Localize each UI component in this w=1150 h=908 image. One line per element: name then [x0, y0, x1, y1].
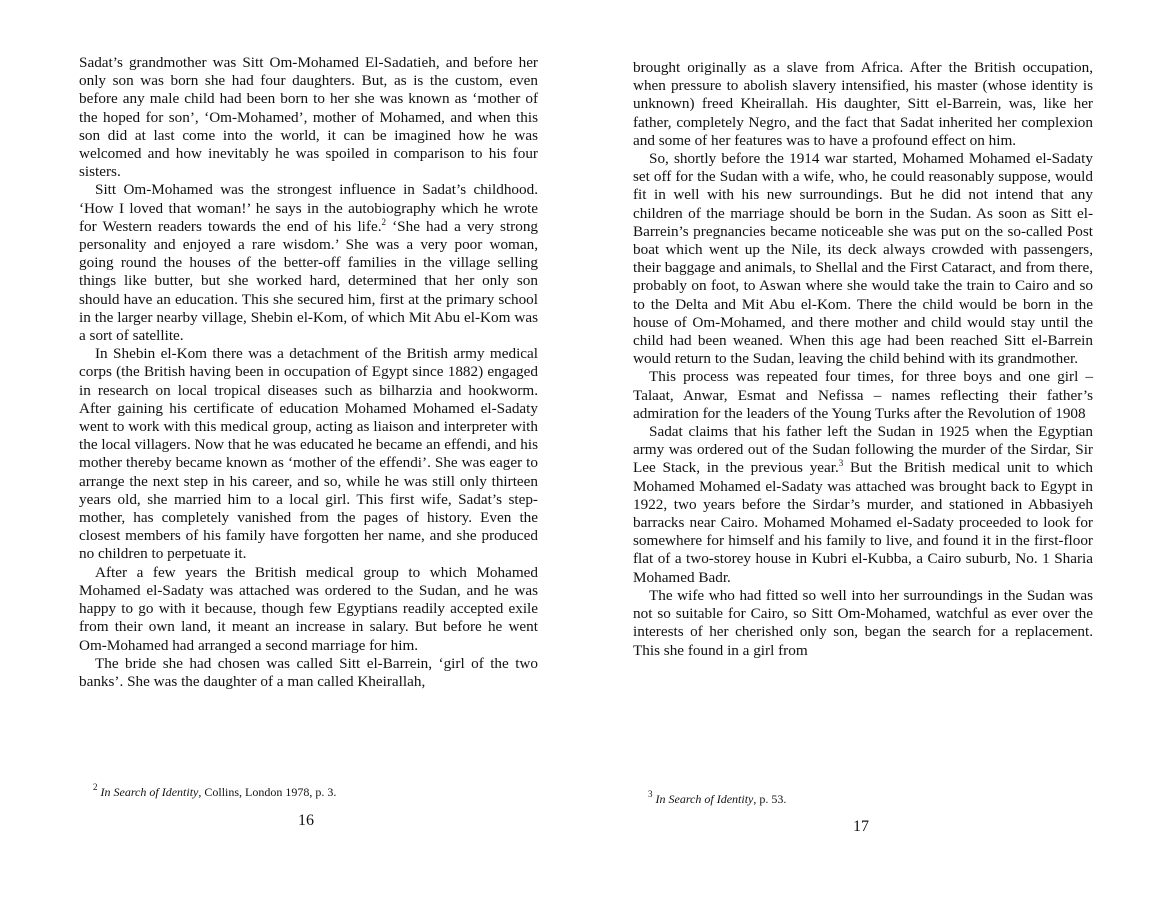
right-page-body: [633, 59, 1093, 660]
paragraph: brought originally as a slave from Africa. After the British occupation, when pressure to abolish slavery intensified, his master (whose identity is unknown) freed Kheirallah. His daughter, Sitt el-Barrein, was, like her father, completely Negro, and the fact that Sadat inherited her complexion and some of her features was to have a profound effect on him.: [633, 59, 1093, 149]
footnote: [648, 789, 787, 806]
page-number: 16: [298, 812, 314, 829]
paragraph: The bride she had chosen was called Sitt el-Barrein, ‘girl of the two banks’. She was the daughter of a man called Kheirallah,: [79, 654, 538, 690]
paragraph: [633, 423, 1093, 587]
left-page-body: [79, 54, 538, 691]
paragraph-text: Sitt Om-Mohamed was the strongest influence in Sadat’s childhood. ‘How I loved that woman!’ he says in the autobiography which he wrote for Western readers towards the end of his life.: [79, 181, 538, 235]
footnote-marker: 3: [838, 458, 844, 469]
paragraph-text: ‘She had a very strong personality and enjoyed a rare wisdom.’ She was a very poor woman, going round the houses of the better-off families in the village selling things like butter, but she worked hard, determined that her only son should have an education. This she secured him, first at the primary school in the larger nearby village, Shebin el-Kom, of which Mit Abu el-Kom was a sort of satellite.: [79, 217, 539, 345]
footnote-title: In Search of Identity: [655, 792, 754, 806]
paragraph-text: Sadat claims that his father left the Sudan in 1925 when the Egyptian army was ordered out of the Sudan following the murder of the Sirdar, Sir Lee Stack, in the previous year.: [633, 423, 1093, 477]
footnote-number: 2: [93, 782, 98, 792]
footnote-text: , Collins, London 1978, p. 3.: [198, 785, 337, 799]
paragraph: So, shortly before the 1914 war started, Mohamed Mohamed el-Sadaty set off for the Sudan with a wife, who, he could reasonably suppose, would fit in well with his new surroundings. But he did not intend that any children of the marriage should be born in the Sudan. As soon as Sitt el-Barrein’s pregnancies became noticeable she was put on the so-called Post boat which went up the Nile, its deck always crowded with passengers, their baggage and animals, to Shellal and the First Cataract, and from there, probably on foot, to Aswan where she would take the train to Cairo and so to the Delta and Mit Abu el-Kom. There the child would be born in the house of Om-Mohamed, and there mother and child would stay until the child had been weaned. When this age had been reached Sitt el-Barrein would return to the Sudan, leaving the child behind with its grandmother.: [633, 150, 1093, 368]
paragraph: After a few years the British medical group to which Mohamed Mohamed el-Sadaty was attached was ordered to the Sudan, and he was happy to go with it because, though few Egyptians readily accepted exile from their own land, it meant an increase in salary. But before he went Om-Mohamed had arranged a second marriage for him.: [79, 563, 538, 654]
paragraph: [79, 181, 538, 345]
footnote: [93, 782, 337, 799]
paragraph-text: But the British medical unit to which Mohamed Mohamed el-Sadaty was attached was brought back to Egypt in 1922, two years before the Sirdar’s murder, and stationed in Abbasiyeh barracks near Cairo. Mohamed Mohamed el-Sadaty proceeded to look for somewhere for himself and his family to live, and found it in the first-floor flat of a two-storey house in Kubri el-Kubba, a Cairo suburb, No. 1 Sharia Mohamed Badr.: [633, 459, 1093, 586]
footnote-number: 3: [648, 789, 653, 799]
paragraph: Sadat’s grandmother was Sitt Om-Mohamed El-Sadatieh, and before her only son was born she had four daughters. But, as is the custom, even before any male child had been born to her she was known as ‘mother of the hoped for son’, ‘Om-Mohamed’, mother of Mohamed, and when this son did at last come into the world, it can be imagined how he was welcomed and how inevitably he was spoiled in comparison to his four sisters.: [79, 54, 538, 181]
footnote-marker: 2: [381, 216, 386, 227]
paragraph: The wife who had fitted so well into her surroundings in the Sudan was not so suitable for Cairo, so Sitt Om-Mohamed, watchful as ever over the interests of her cherished only son, began the search for a replacement. This she found in a girl from: [633, 586, 1093, 659]
footnote-title: In Search of Identity: [100, 785, 199, 799]
paragraph: In Shebin el-Kom there was a detachment of the British army medical corps (the British having been in occupation of Egypt since 1882) engaged in research on local tropical diseases such as bilharzia and hookworm. After gaining his certificate of education Mohamed Mohamed el-Sadaty went to work with this medical group, acting as liaison and interpreter with the local villagers. Now that he was educated he became an effendi, and his mother thereby became known as ‘mother of the effendi’. She was eager to arrange the next step in his career, and so, while he was still only thirteen years old, she married him to a local girl. This first wife, Sadat’s step-mother, has completely vanished from the pages of history. Even the closest members of his family have forgotten her name, and she produced no children to perpetuate it.: [79, 345, 538, 563]
right-page: [575, 0, 1150, 908]
page-number: 17: [853, 818, 869, 835]
footnote-text: , p. 53.: [753, 792, 787, 806]
paragraph: This process was repeated four times, for three boys and one girl – Talaat, Anwar, Esmat and Nefissa – names reflecting their father’s admiration for the leaders of the Young Turks after the Revolution of 1908: [633, 368, 1093, 422]
